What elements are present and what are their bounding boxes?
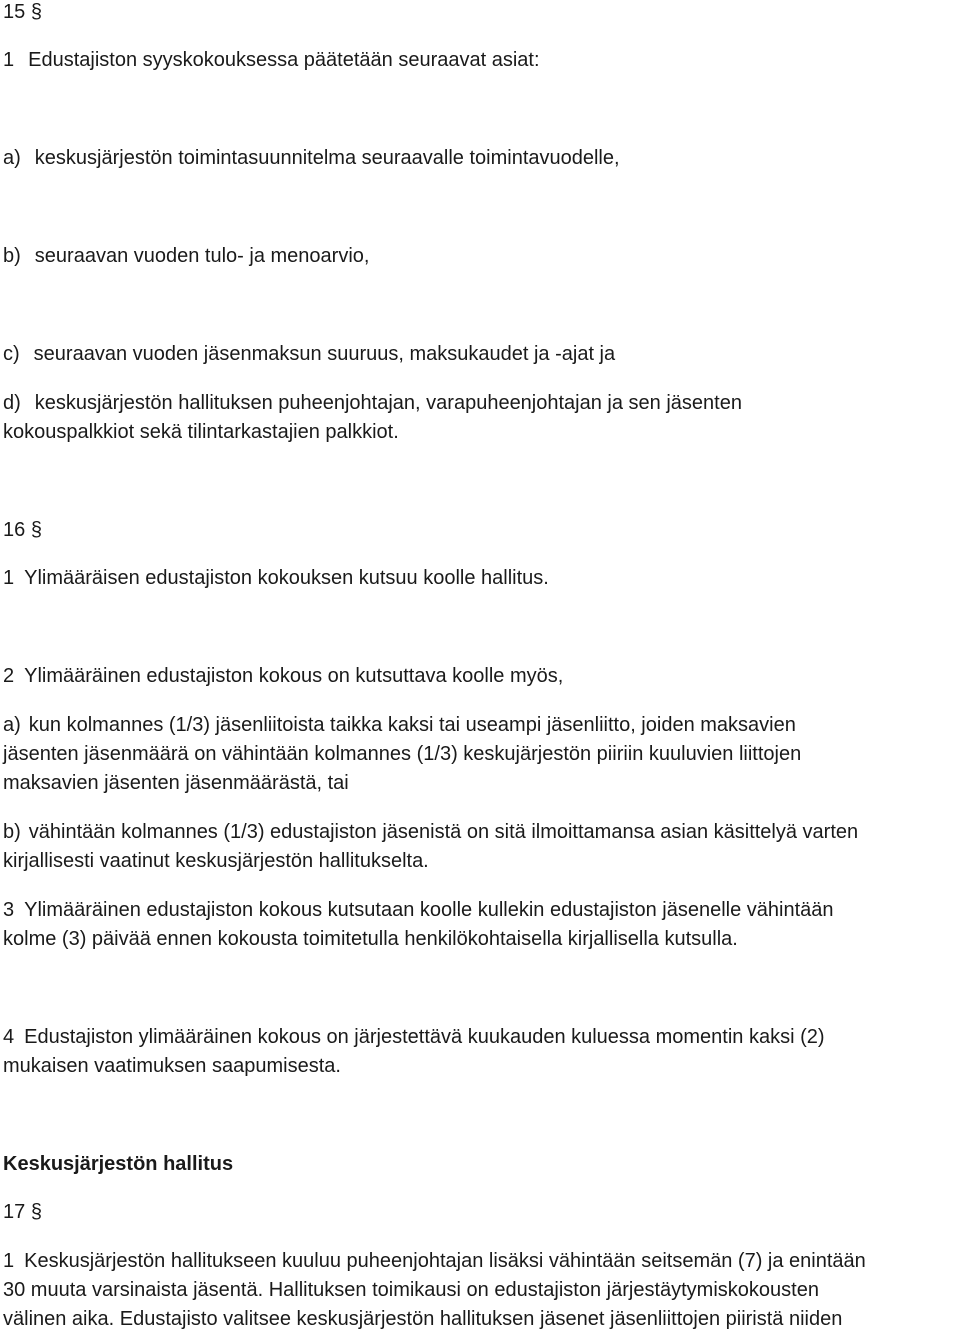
item-text: kolme (3) päivää ennen kokousta toimitetulla henkilökohtaisella kirjallisella kutsulla.	[3, 928, 738, 950]
item-text: 30 muuta varsinaista jäsentä. Hallituksen toimikausi on edustajiston järjestäytymiskokousten	[3, 1279, 819, 1301]
s16-item-a-cont1	[3, 742, 801, 766]
item-text: Ylimääräisen edustajiston kokouksen kutsuu koolle hallitus.	[24, 567, 549, 589]
item-text: Ylimääräinen edustajiston kokous on kutsuttava koolle myös,	[24, 665, 564, 687]
s16-item-a	[3, 713, 796, 737]
item-number: 4	[3, 1026, 15, 1048]
s16-item-1	[3, 566, 549, 590]
s17-item-1-cont2	[3, 1307, 842, 1331]
item-text: seuraavan vuoden tulo- ja menoarvio,	[34, 245, 370, 267]
item-text: Ylimääräinen edustajiston kokous kutsutaan koolle kullekin edustajiston jäsenelle vähintään	[24, 899, 834, 921]
item-text: Edustajiston syyskokouksessa päätetään seuraavat asiat:	[28, 49, 540, 71]
item-label: d)	[3, 392, 21, 414]
section-sign: §	[30, 1, 42, 23]
item-text: välinen aika. Edustajisto valitsee keskusjärjestön hallituksen jäsenet jäsenliittojen piiristä niiden	[3, 1308, 843, 1330]
item-number: 1	[3, 567, 15, 589]
item-text: mukaisen vaatimuksen saapumisesta.	[3, 1055, 341, 1077]
s16-item-4-cont	[3, 1054, 341, 1078]
item-label: a)	[3, 147, 21, 169]
item-text: keskusjärjestön hallituksen puheenjohtajan, varapuheenjohtajan ja sen jäsenten	[34, 392, 742, 414]
section-number: 17	[3, 1201, 26, 1223]
item-text: kokouspalkkiot sekä tilintarkastajien palkkiot.	[3, 421, 399, 443]
s16-item-3	[3, 898, 834, 922]
s16-item-b-cont	[3, 849, 429, 873]
item-text: keskusjärjestön toimintasuunnitelma seuraavalle toimintavuodelle,	[34, 147, 620, 169]
chapter-heading: Keskusjärjestön hallitus	[3, 1153, 234, 1175]
s15-item-d	[3, 391, 742, 415]
section-sign: §	[30, 519, 42, 541]
item-text: kirjallisesti vaatinut keskusjärjestön hallitukselta.	[3, 850, 429, 872]
item-text: maksavien jäsenten jäsenmäärästä, tai	[3, 772, 349, 794]
item-label: c)	[3, 343, 20, 365]
s17-item-1	[3, 1249, 866, 1273]
section-15-heading	[3, 0, 42, 24]
s15-item-c	[3, 342, 615, 366]
item-label: b)	[3, 245, 21, 267]
item-number: 1	[3, 49, 15, 71]
item-number: 2	[3, 665, 15, 687]
section-number: 16	[3, 519, 26, 541]
item-label: a)	[3, 714, 21, 736]
item-text: seuraavan vuoden jäsenmaksun suuruus, maksukaudet ja -ajat ja	[33, 343, 616, 365]
section-17-heading	[3, 1200, 42, 1224]
s16-item-a-cont2	[3, 771, 349, 795]
s16-item-b	[3, 820, 858, 844]
item-text: kun kolmannes (1/3) jäsenliitoista taikka kaksi tai useampi jäsenliitto, joiden maksavien	[28, 714, 796, 736]
s16-item-3-cont	[3, 927, 738, 951]
s17-item-1-cont1	[3, 1278, 819, 1302]
item-text: vähintään kolmannes (1/3) edustajiston jäsenistä on sitä ilmoittamansa asian käsittelyä varten	[28, 821, 859, 843]
item-text: jäsenten jäsenmäärä on vähintään kolmannes (1/3) keskujärjestön piiriin kuuluvien liittojen	[3, 743, 802, 765]
s15-item-d-cont	[3, 420, 399, 444]
s15-item-a	[3, 146, 620, 170]
item-label: b)	[3, 821, 21, 843]
s16-item-2	[3, 664, 563, 688]
item-text: Edustajiston ylimääräinen kokous on järjestettävä kuukauden kuluessa momentin kaksi (2)	[24, 1026, 825, 1048]
section-sign: §	[30, 1201, 42, 1223]
item-number: 3	[3, 899, 15, 921]
s16-item-4	[3, 1025, 825, 1049]
section-number: 15	[3, 1, 26, 23]
item-text: Keskusjärjestön hallitukseen kuuluu puheenjohtajan lisäksi vähintään seitsemän (7) ja enintään	[24, 1250, 866, 1272]
s15-item-b	[3, 244, 369, 268]
s15-item-1	[3, 48, 540, 72]
section-16-heading	[3, 518, 42, 542]
item-number: 1	[3, 1250, 15, 1272]
